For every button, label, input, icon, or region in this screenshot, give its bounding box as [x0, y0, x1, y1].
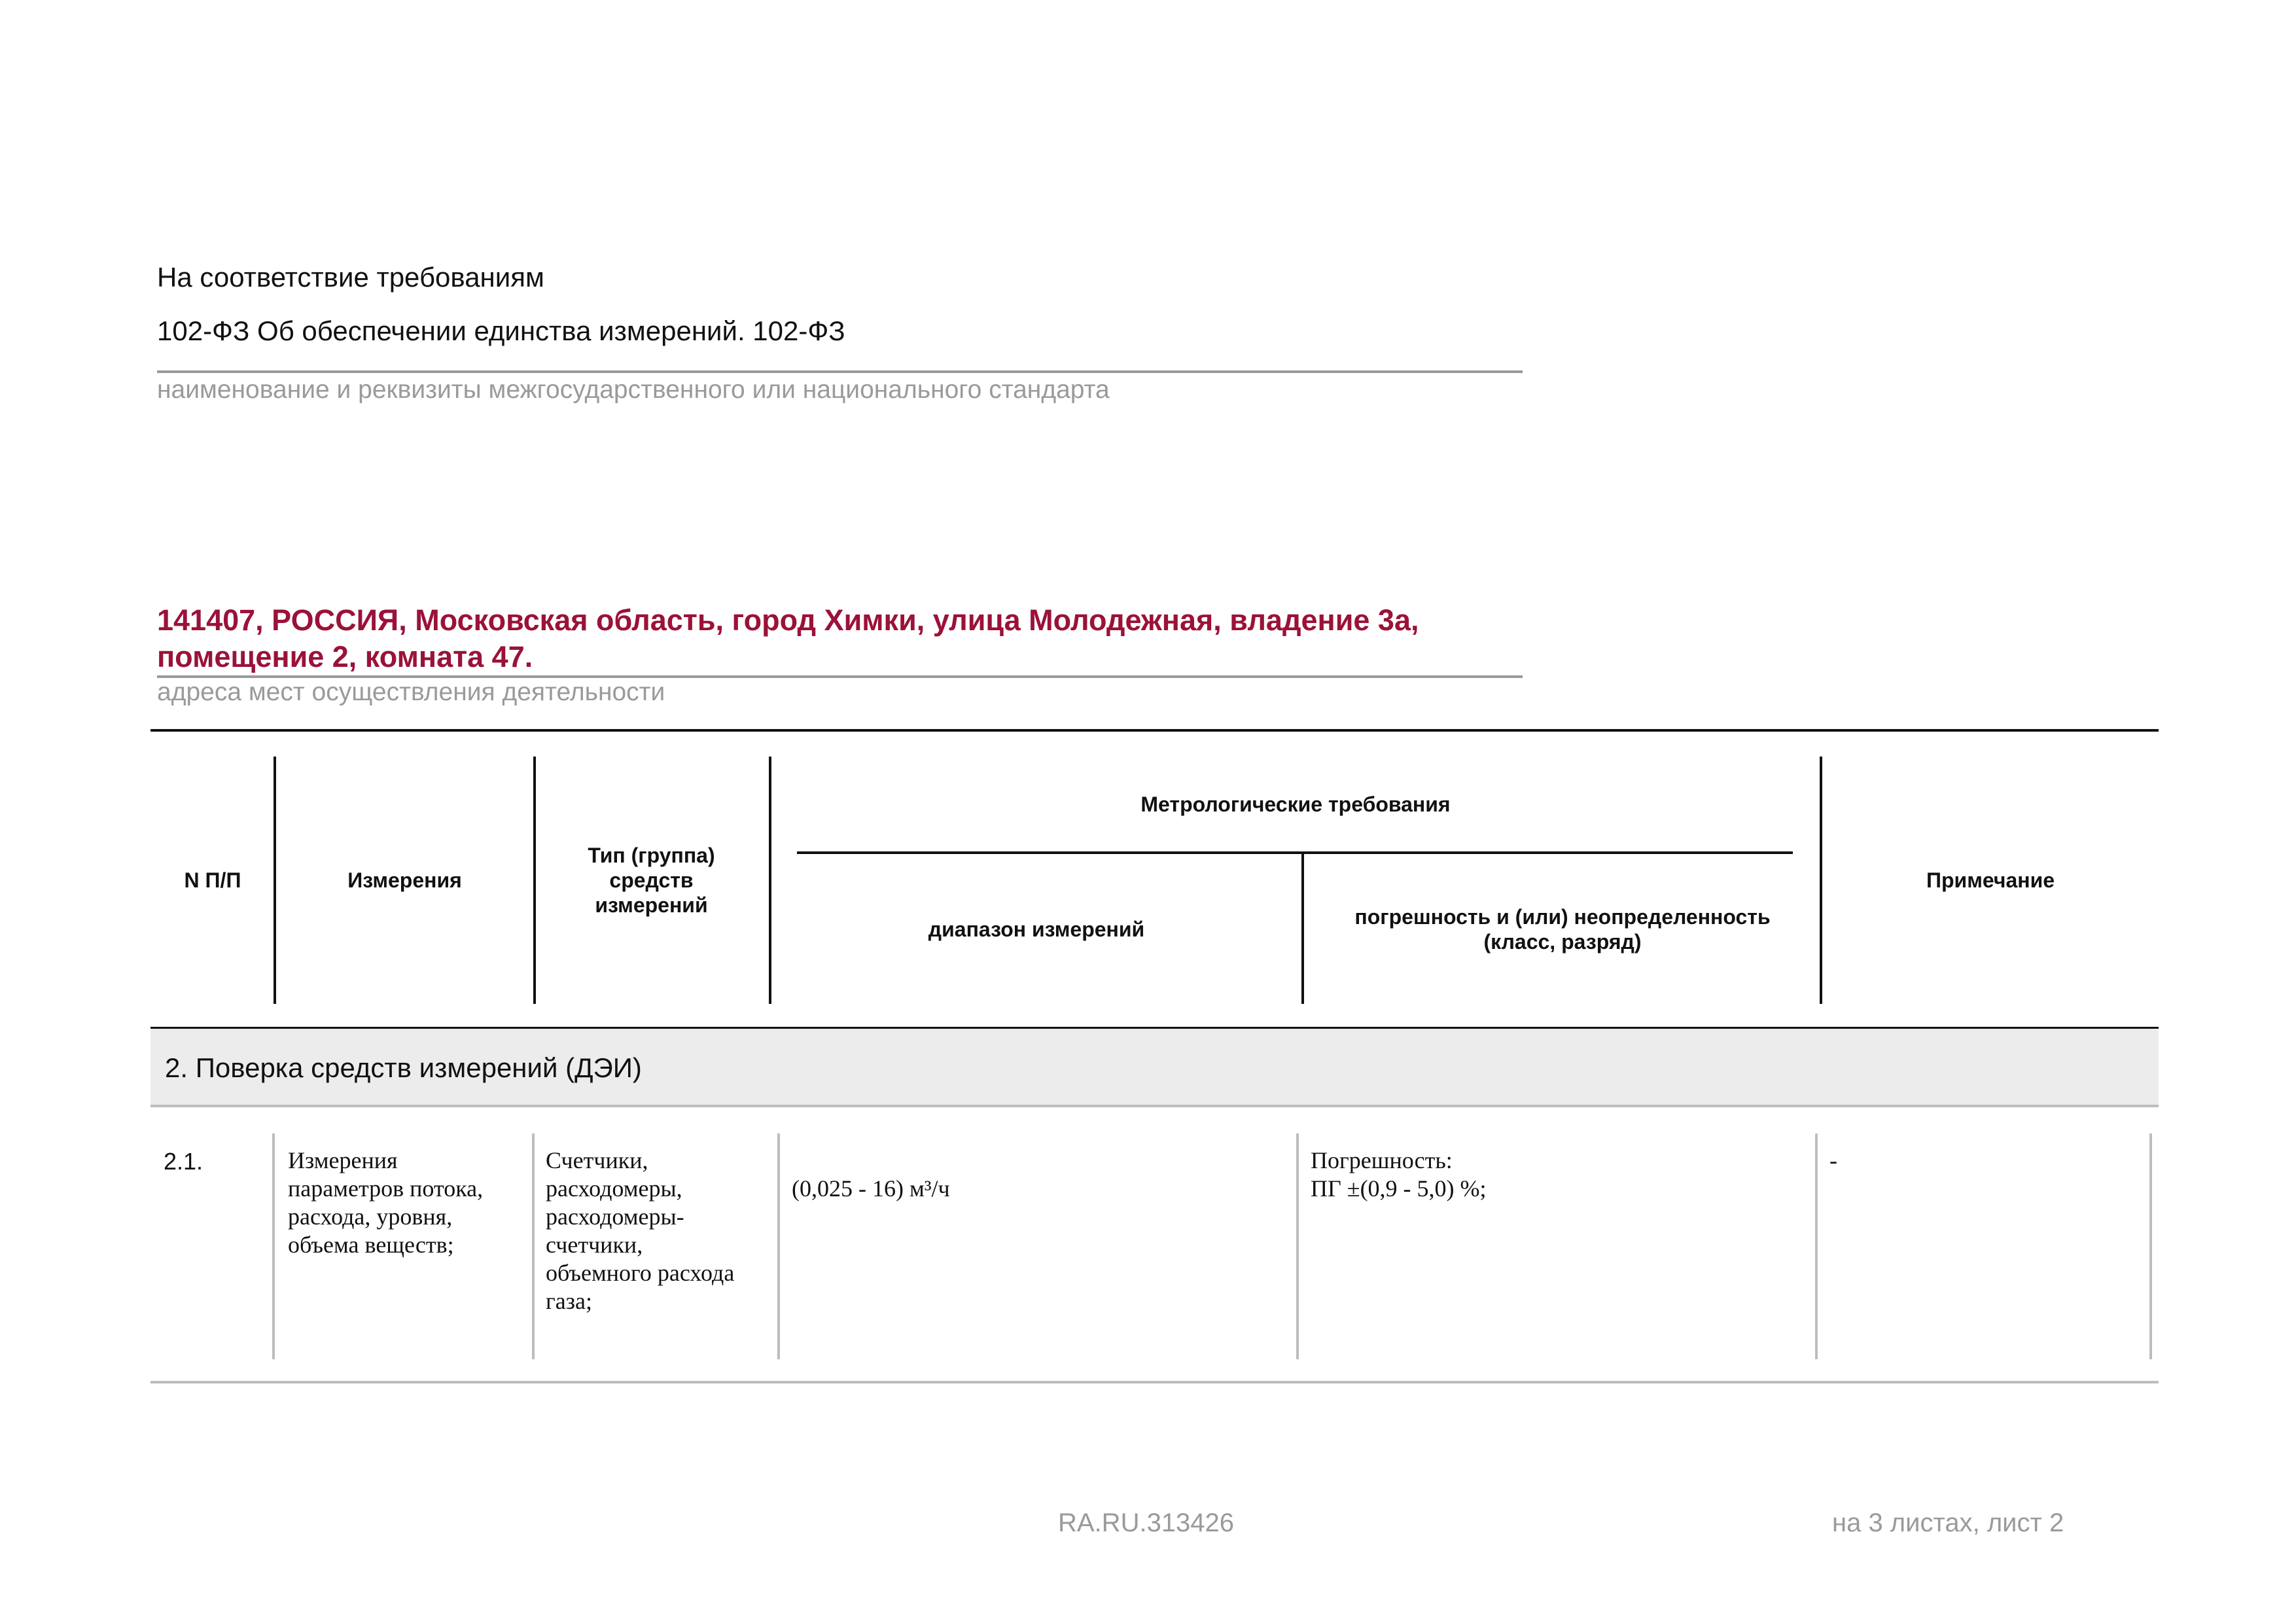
row-divider-2 [532, 1133, 535, 1359]
table-top-rule [150, 729, 2159, 732]
standard-name: 102-ФЗ Об обеспечении единства измерений. 102-ФЗ [157, 315, 845, 346]
header-note: Примечание [1926, 868, 2055, 892]
row-range: (0,025 - 16) м³/ч [792, 1175, 950, 1202]
row-divider-1 [272, 1133, 275, 1359]
row-instrument-type: Счетчики, расходомеры, расходомеры- счетчики, объемного расхода газа; [546, 1147, 735, 1314]
table-bottom-rule [150, 1381, 2159, 1383]
row-divider-5 [1815, 1133, 1818, 1359]
standard-underline [157, 370, 1523, 373]
row-divider-6 [2149, 1133, 2152, 1359]
header-type: Тип (группа) средств измерений [588, 844, 715, 917]
row-note: - [1829, 1147, 1837, 1173]
row-divider-3 [777, 1133, 780, 1359]
sheet-counter: на 3 листах, лист 2 [1832, 1508, 2064, 1537]
activity-address [157, 602, 1551, 675]
address-line-2: помещение 2, комната 47. [157, 640, 533, 673]
header-metrological: Метрологические требования [1140, 792, 1451, 816]
row-number: 2.1. [164, 1148, 203, 1175]
row-accuracy: Погрешность: ПГ ±(0,9 - 5,0) %; [1311, 1147, 1487, 1202]
row-divider-4 [1296, 1133, 1299, 1359]
section-title: 2. Поверка средств измерений (ДЭИ) [165, 1052, 642, 1083]
standard-caption: наименование и реквизиты межгосударственного или национального стандарта [157, 376, 1110, 404]
header-divider-2 [533, 757, 536, 1004]
header-accuracy: погрешность и (или) неопределенность (класс, разряд) [1354, 904, 1771, 954]
header-measurements: Измерения [347, 868, 462, 892]
address-caption: адреса мест осуществления деятельности [157, 678, 665, 706]
header-number: N П/П [184, 868, 241, 892]
address-line-1: 141407, РОССИЯ, Московская область, город Химки, улица Молодежная, владение 3а, [157, 603, 1419, 637]
registry-number: RA.RU.313426 [1058, 1508, 1235, 1537]
header-divider-4 [1301, 852, 1304, 1004]
section-bottom-rule [150, 1105, 2159, 1107]
row-measurements: Измерения параметров потока, расхода, уровня, объема веществ; [288, 1147, 484, 1258]
header-range: диапазон измерений [928, 917, 1145, 941]
conformity-heading: На соответствие требованиям [157, 262, 544, 293]
